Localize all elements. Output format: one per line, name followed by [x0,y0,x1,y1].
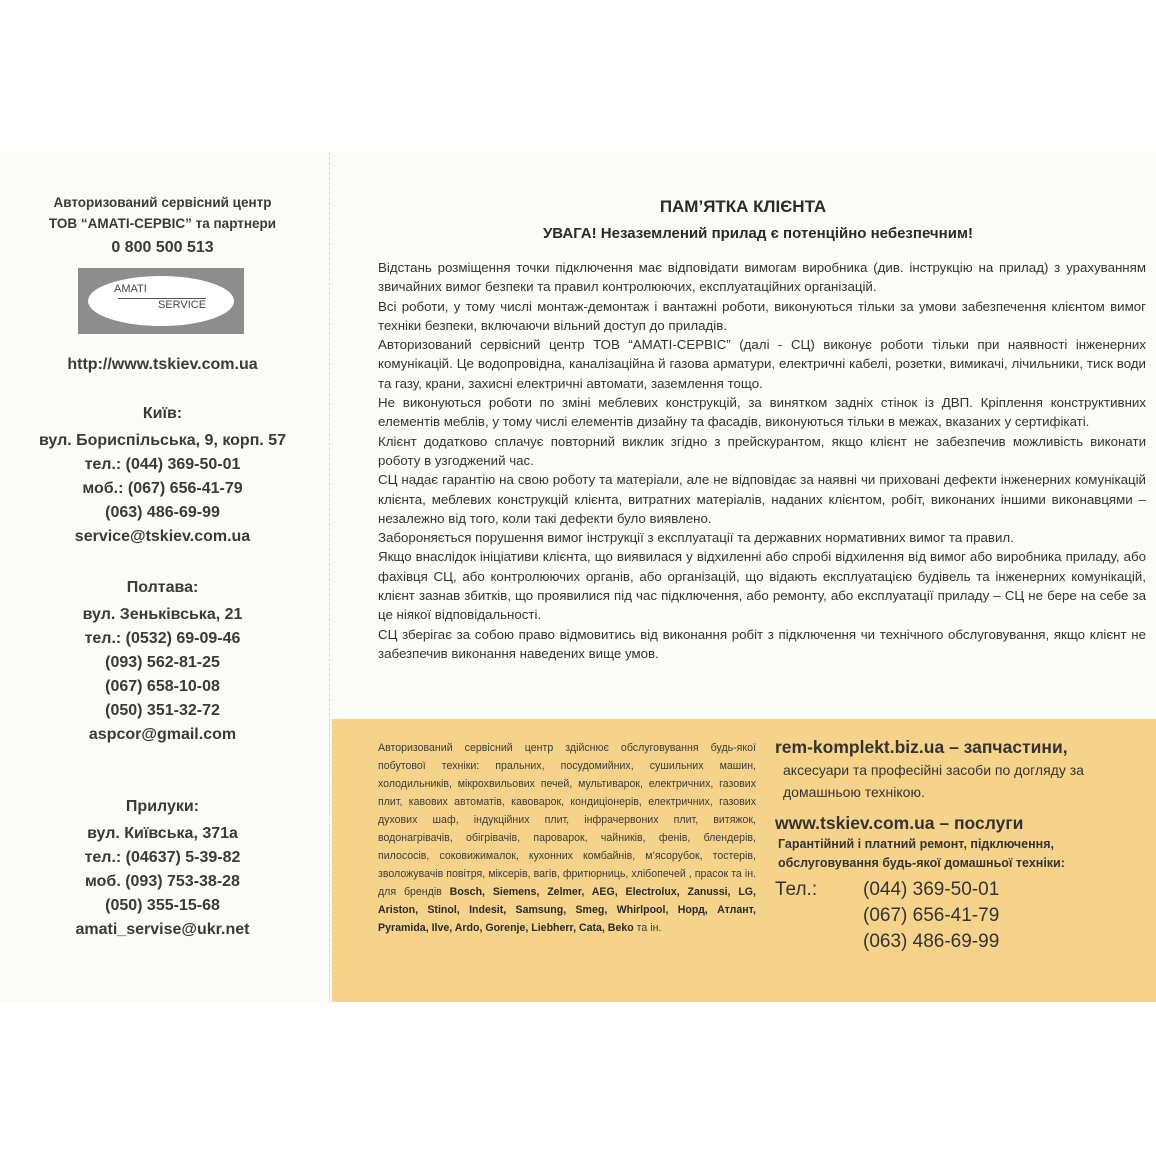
memo-title: ПАМ’ЯТКА КЛІЄНТА [659,197,827,216]
phone: тел.: (04637) 5-39-82 [84,849,241,866]
parts-site-title[interactable]: rem-komplekt.biz.ua – запчастини, [775,737,1068,757]
email[interactable]: amati_servise@ukr.net [75,921,250,938]
promo-box [332,719,1156,1002]
memo-body [378,258,1146,663]
contacts-panel [0,152,325,1002]
service-site-title[interactable]: www.tskiev.com.ua – послуги [775,813,1024,833]
logo-text-bottom: SERVICE [158,299,207,311]
mobile: моб. (093) 753-38-28 [85,873,240,890]
memo-paragraph: Авторизований сервісний центр ТОВ “АМАТІ-СЕРВІС” (далі - СЦ) виконує роботи тільки при наявності інженерних комунікацій. Це водопровідна, каналізаційна й газова арматури, електричні кабелі, розетки, вимикачі, лічильники, тиск води та газу, крани, захисні електричні автомати, заземлення тощо. [378,337,1146,391]
address: вул. Київська, 371а [87,825,238,842]
email[interactable]: aspcor@gmail.com [88,726,237,743]
promo-phones [775,877,1155,955]
memo-paragraph: Відстань розміщення точки підключення має відповідати вимогам виробника (див. інструкцію на прилад) з урахуванням звичайних вимог безпеки та правил контролюючих, експлуатаційних організацій. [378,260,1146,295]
brands-suffix: та ін. [636,922,662,934]
memo-paragraph: Клієнт додатково сплачує повторний виклик згідно з прейскурантом, якщо клієнт не забезпечив можливість виконати роботу в узгоджений час. [378,433,1146,468]
address: вул. Бориспільська, 9, корп. 57 [38,432,287,449]
phone: (050) 351-32-72 [105,702,220,719]
services-text: Авторизований сервісний центр здійснює обслуговування будь-якої побутової техніки: пральних, посудомийних, сушильних машин, холодильників, мікрохвильових печей, мультиварок, електричних, газових плит, кавових автоматів, кавоварок, кондиціонерів, електричних, газових духових шаф, індукційних плит, інфрачервоних плит, витяжок, водонагрівачів, обігрівачів, пароварок, чайників, фенів, блендерів, пилососів, соковижималок, кухонних комбайнів, м’ясорубок, тостерів, зволожувачів повітря, міксерів, вагів, фритюрниць, хлібопечей , прасок та ін. для брендів [378,742,756,898]
brands-list: Bosch, Siemens, Zelmer, AEG, Electrolux, Zanussi, LG, Ariston, Stinol, Indesit, Samsung, Smeg, Whirlpool, Норд, Атлант, Pyramida, Ilve, Ardo, Gorenje, Liebherr, Cata, Beko [378,886,756,934]
brochure-sheet [0,152,1156,1002]
phone: тел.: (0532) 69-09-46 [84,630,241,647]
city-block-poltava [0,576,325,747]
phone: тел.: (044) 369-50-01 [84,456,241,473]
memo-warning: УВАГА! Незаземлений прилад є потенційно небезпечним! [542,225,974,242]
city-block-kyiv [0,402,325,549]
memo-paragraph: Якщо внаслідок ініціативи клієнта, що виявилася у відхиленні або спробі відхилення від вимог або виробника приладу, або фахівця СЦ, або контролюючих органів, або організацій, що відають експлуатацією будівель та інженерних комунікацій, клієнт зазнав збитків, що проявилися під час підключення, або ремонту, або експлуатації приладу – СЦ не бере на себе за це ніякої відповідальності. [378,549,1146,623]
website-link[interactable]: http://www.tskiev.com.ua [67,356,258,373]
memo-paragraph: Забороняється порушення вимог інструкції з експлуатації та державних нормативних вимог та правил. [378,530,1014,546]
service-site-description: Гарантійний і платний ремонт, підключення, обслуговування будь-якої домашньої техніки: [778,837,1065,870]
promo-phone: (063) 486-69-99 [863,931,1000,952]
phone: (067) 658-10-08 [105,678,220,695]
center-name-line2: ТОВ “АМАТІ-СЕРВІС” та партнери [48,216,277,231]
phone: (050) 355-15-68 [105,897,220,914]
center-name-line1: Авторизований сервісний центр [53,195,272,210]
logo-text-top: AMATI [114,283,147,295]
fold-line [329,152,331,1002]
city-block-pryluky [0,795,325,942]
memo-paragraph: СЦ зберігає за собою право відмовитись від виконання робіт з підключення чи технічного обслуговування, якщо клієнт не забезпечив виконання наведених вище умов. [378,626,1146,661]
email[interactable]: service@tskiev.com.ua [74,528,251,545]
city-name: Полтава: [126,579,199,596]
city-name: Прилуки: [125,798,200,815]
services-list [378,739,756,937]
phone: (063) 486-69-99 [105,504,220,521]
memo-paragraph: Всі роботи, у тому числі монтаж-демонтаж і вантажні роботи, виконуються тільки за умови забезпечення клієнтом вимог техніки безпеки, включаючи вільний доступ до приладів. [378,298,1146,333]
address: вул. Зеньківська, 21 [82,606,243,623]
hotline-number: 0 800 500 513 [111,239,214,256]
tel-label: Тел.: [775,879,818,900]
city-name: Київ: [142,405,183,422]
promo-phone: (067) 656-41-79 [863,905,1000,926]
memo-paragraph: Не виконуються роботи по зміні меблевих конструкцій, за винятком задніх стінок із ДВП. Кріплення конструктивних елементів меблів, у тому числі елементів дизайну та фасадів, виконуються тільки в межах, вказаних у сертифікаті. [378,395,1146,430]
amati-service-logo [78,268,244,334]
memo-paragraph: СЦ надає гарантію на свою роботу та матеріали, але не відповідає за наявні чи приховані дефекти інженерних комунікацій клієнта, меблевих конструкцій клієнта, витратних матеріалів, наданих клієнтом, робіт, виконаних іншими виконавцями – незалежно від того, коли такі дефекти було виявлено. [378,472,1146,526]
mobile: моб.: (067) 656-41-79 [82,480,243,497]
promo-contacts [775,735,1155,955]
phone: (093) 562-81-25 [105,654,220,671]
promo-phone: (044) 369-50-01 [863,879,1000,900]
parts-site-description: аксесуари та професійні засоби по догляду за домашньою технікою. [783,762,1084,800]
